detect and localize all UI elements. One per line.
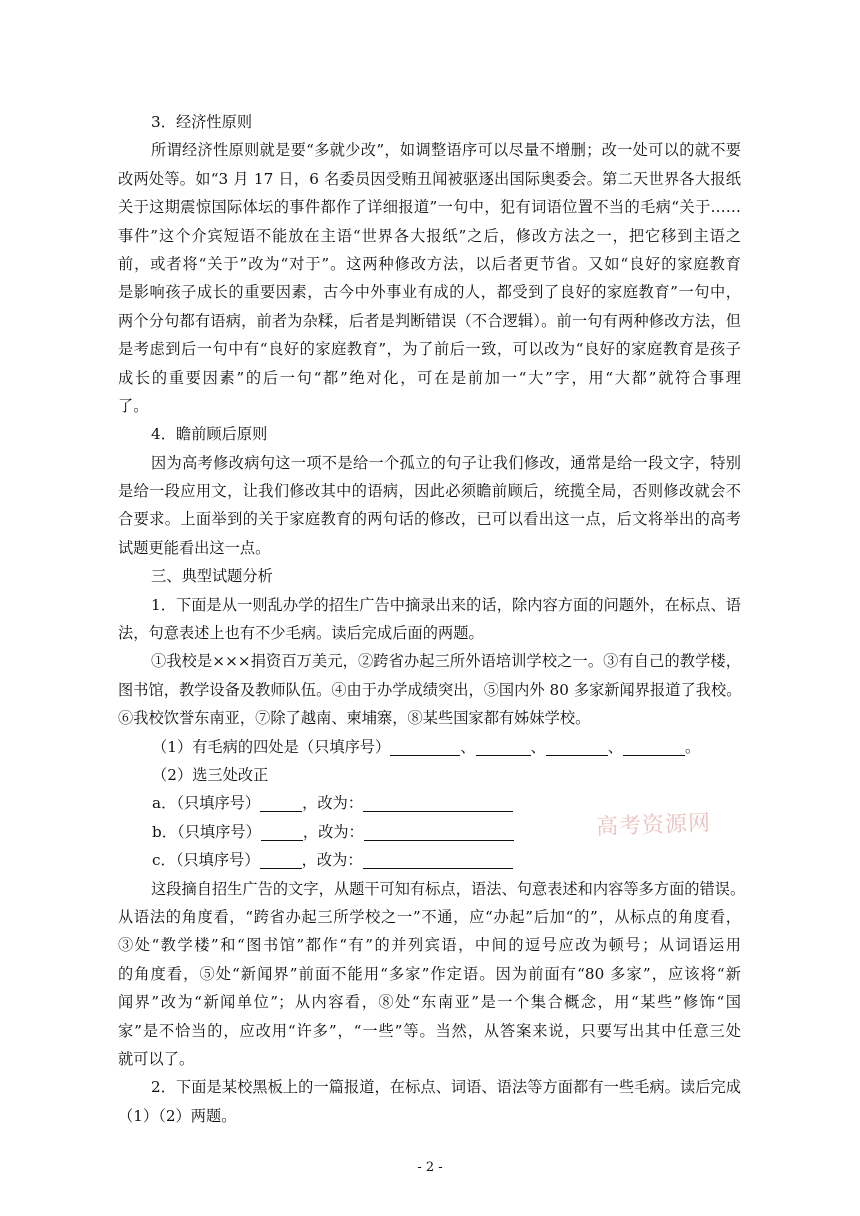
section-heading: 4．瞻前顾后原则 — [151, 425, 268, 444]
analysis-line: ③处“教学楼”和“图书馆”都作“有”的并列宾语，中间的逗号应改为顿号；从词语运用 — [118, 936, 741, 955]
answer-blank[interactable] — [390, 737, 460, 756]
paragraph-line: 成长的重要因素”的后一句“都”绝对化，可在是前加一“大”字，用“大都”就符合事理 — [118, 368, 741, 387]
question-line: （1）（2）两题。 — [118, 1106, 237, 1125]
document-body — [118, 108, 746, 1130]
answer-blank[interactable] — [363, 850, 513, 869]
paragraph-line: 改两处等。如“3 月 17 日，6 名委员因受贿丑闻被驱逐出国际奥委会。第二天世界各大报纸 — [118, 169, 741, 188]
paragraph-line: 试题更能看出这一点。 — [118, 538, 271, 557]
analysis-line: 的角度看，⑤处“新闻界”前面不能用“多家”作定语。因为前面有“80 多家”，应该将“新 — [118, 964, 741, 983]
paragraph-line: 前，或者将“关于”改为“对于”。这两种修改方法，以后者更节省。又如“良好的家庭教育 — [118, 254, 741, 273]
paragraph-line: 所谓经济性原则就是要“多就少改”，如调整语序可以尽量不增删；改一处可以的就不要 — [151, 141, 741, 160]
paragraph-line: 了。 — [118, 396, 149, 415]
question-line: 1．下面是从一则乱办学的招生广告中摘录出来的话，除内容方面的问题外，在标点、语 — [151, 595, 741, 614]
watermark-stamp: 高考资源网 — [595, 810, 712, 840]
answer-blank[interactable] — [364, 822, 514, 841]
paragraph-line: 因为高考修改病句这一项不是给一个孤立的句子让我们修改，通常是给一段文字，特别 — [151, 453, 741, 472]
answer-row-c: c．（只填序号） ，改为： — [118, 846, 741, 874]
answer-blank[interactable] — [546, 737, 608, 756]
paragraph-line: 事件”这个介宾短语不能放在主语“世界各大报纸”之后，修改方法之一，把它移到主语之 — [118, 226, 741, 245]
answer-row-a: a．（只填序号） ，改为： — [118, 789, 741, 817]
answer-blank[interactable] — [260, 793, 302, 812]
sub-question-2: （2）选三处改正 — [152, 765, 269, 784]
paragraph-line: 关于这期震惊国际体坛的事件都作了详细报道”一句中，犯有词语位置不当的毛病“关于…… — [118, 198, 742, 217]
answer-blank[interactable] — [476, 737, 531, 756]
analysis-line: 这段摘自招生广告的文字，从题干可知有标点，语法、句意表述和内容等多方面的错误。 — [151, 879, 746, 898]
analysis-line: 就可以了。 — [118, 1049, 195, 1068]
passage-line: ⑥我校饮誉东南亚，⑦除了越南、柬埔寨，⑧某些国家都有姊妹学校。 — [118, 709, 591, 728]
answer-row-b: b．（只填序号） ，改为： — [118, 818, 741, 846]
section-heading: 3．经济性原则 — [151, 113, 253, 131]
paragraph-line: 是给一段应用文，让我们修改其中的语病，因此必须瞻前顾后，统揽全局，否则修改就会不 — [118, 482, 741, 501]
answer-blank[interactable] — [260, 850, 302, 869]
analysis-line: 闻界”改为“新闻单位”；从内容看，⑧处“东南亚”是一个集合概念，用“某些”修饰“国 — [118, 993, 741, 1012]
analysis-line: 家”是不恰当的，应改用“许多”，“一些”等。当然，从答案来说，只要写出其中任意三处 — [118, 1021, 741, 1040]
passage-line: 图书馆，教学设备及教师队伍。④由于办学成绩突出，⑤国内外 80 多家新闻界报道了我校。 — [118, 680, 742, 699]
sub-question-1: （1）有毛病的四处是（只填序号） 、 、 、 。 — [152, 737, 701, 756]
answer-blank[interactable] — [261, 822, 303, 841]
paragraph-line: 是考虑到后一句中有“良好的家庭教育”，为了前后一致，可以改为“良好的家庭教育是孩子 — [118, 340, 741, 359]
answer-blank[interactable] — [623, 737, 685, 756]
page-number: - 2 - — [417, 1160, 443, 1175]
paragraph-line: 合要求。上面举到的关于家庭教育的两句话的修改，已可以看出这一点，后文将举出的高考 — [118, 510, 741, 529]
question-line: 法，句意表述上也有不少毛病。读后完成后面的两题。 — [118, 624, 484, 643]
part-heading: 三、典型试题分析 — [151, 567, 273, 586]
analysis-line: 从语法的角度看，“跨省办起三所学校之一”不通，应“办起”后加“的”，从标点的角度看， — [118, 907, 741, 926]
passage-line: ①我校是×××捐资百万美元，②跨省办起三所外语培训学校之一。③有自己的教学楼， — [151, 652, 741, 671]
paragraph-line: 两个分句都有语病，前者为杂糅，后者是判断错误（不合逻辑）。前一句有两种修改方法，但 — [118, 311, 741, 330]
question-line: 2．下面是某校黑板上的一篇报道，在标点、词语、语法等方面都有一些毛病。读后完成 — [151, 1078, 741, 1097]
paragraph-line: 是影响孩子成长的重要因素，古今中外事业有成的人，都受到了良好的家庭教育”一句中， — [118, 283, 741, 302]
answer-blank[interactable] — [363, 793, 513, 812]
